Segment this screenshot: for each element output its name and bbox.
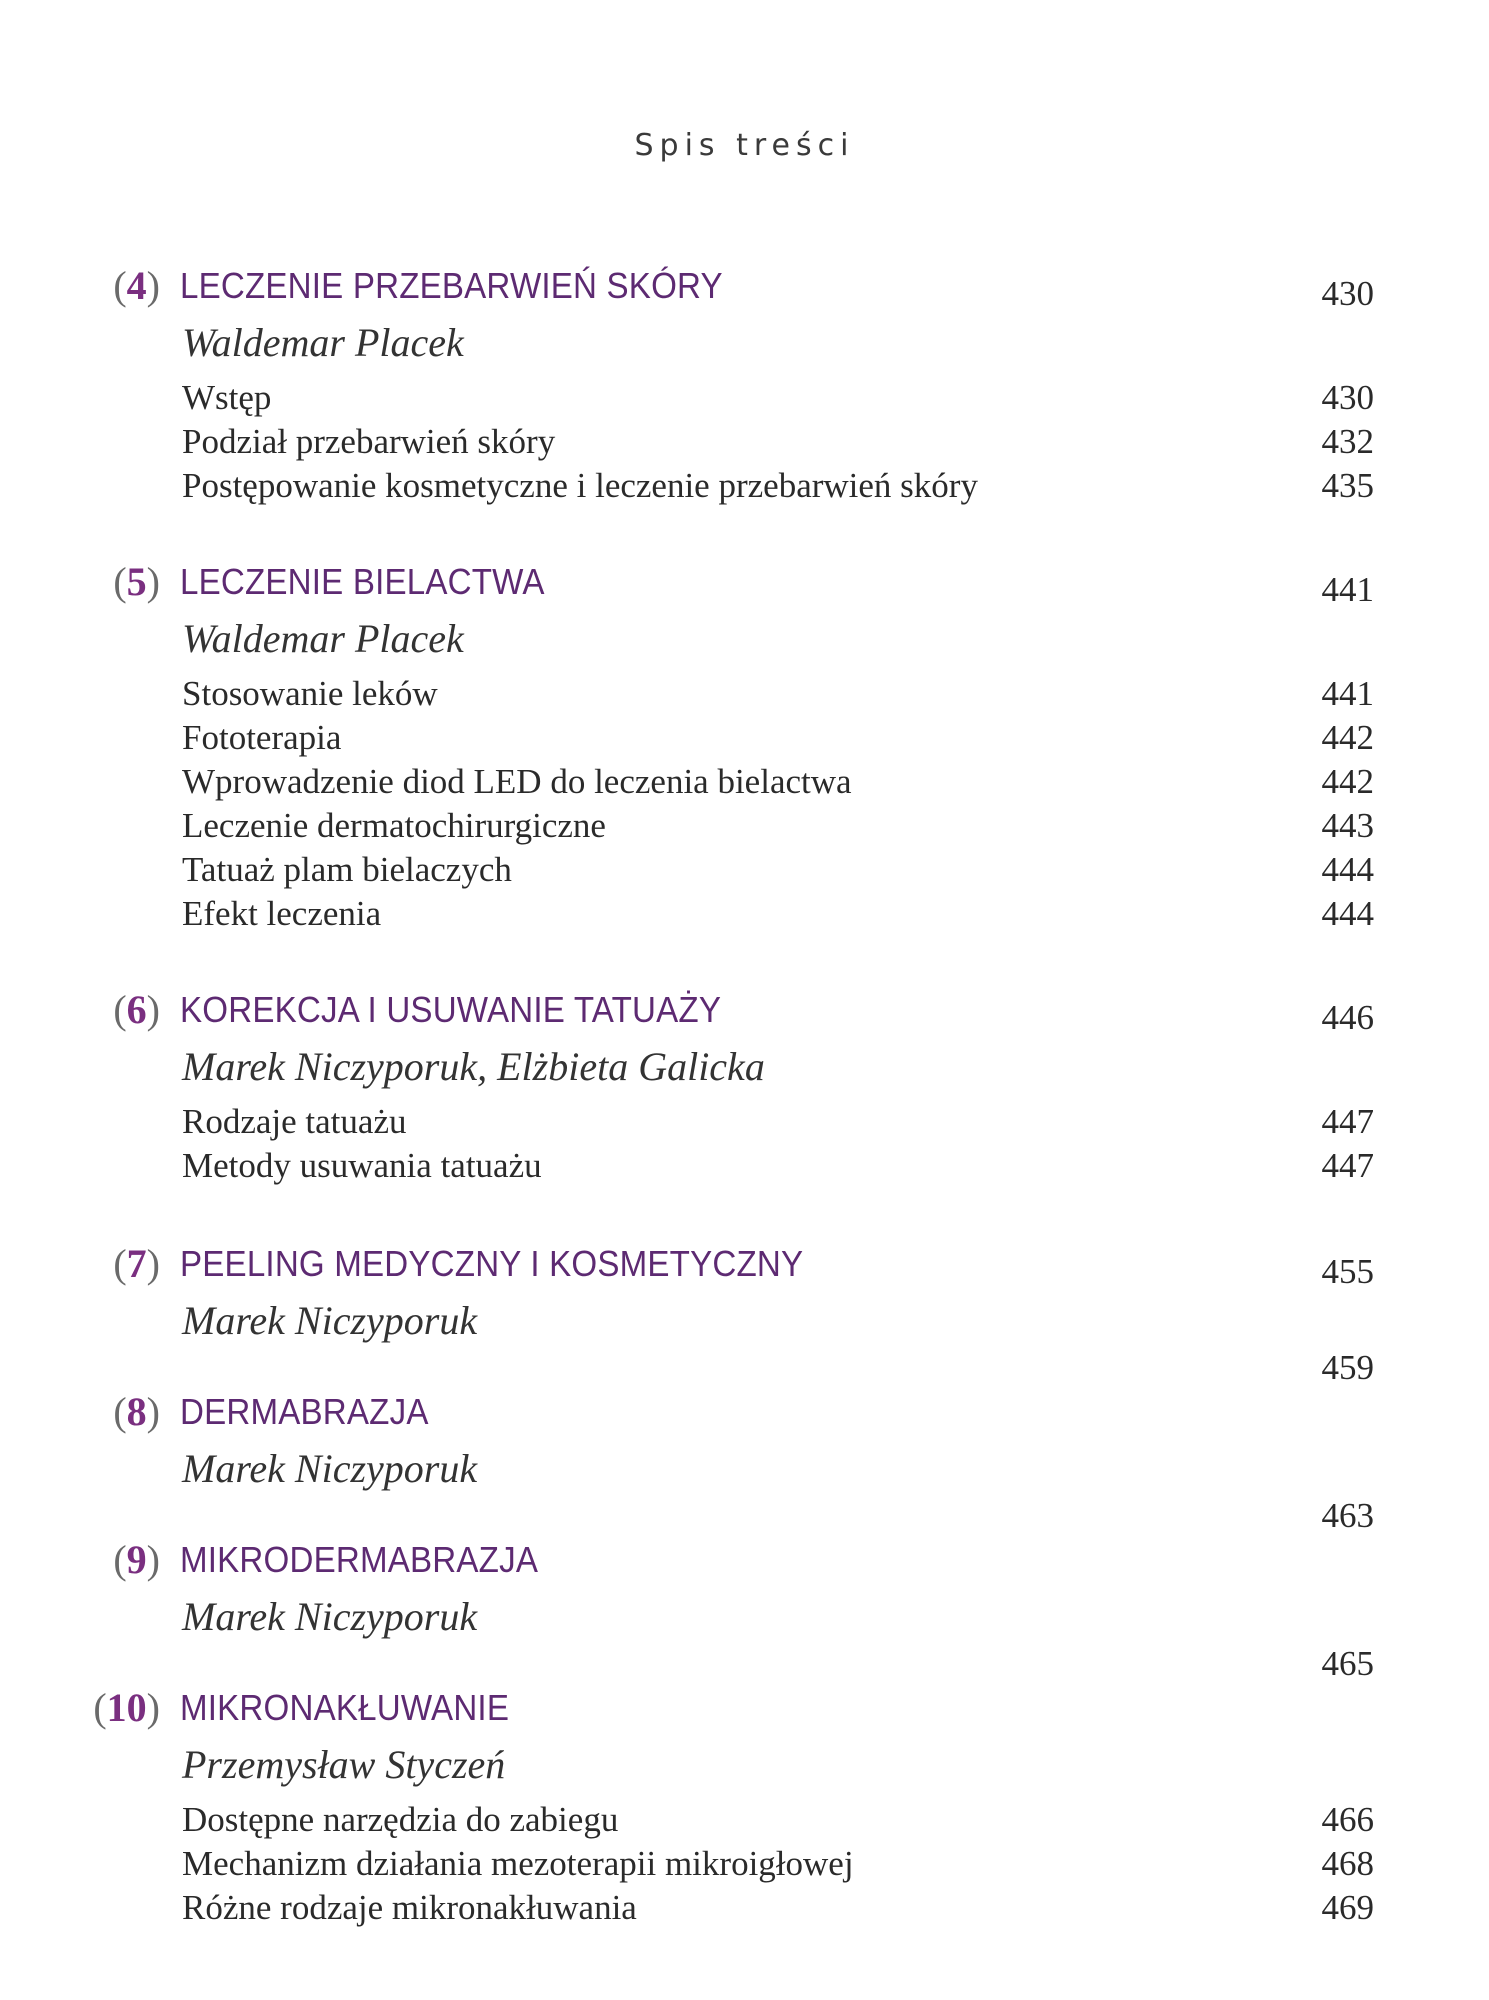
toc-entry[interactable]	[0, 1886, 1489, 1930]
chapter-author: Waldemar Placek	[182, 616, 464, 661]
chapter-number: (6)	[113, 987, 160, 1032]
chapter-page-number: 463	[1321, 1496, 1374, 1535]
chapter-heading[interactable]	[0, 982, 1489, 1038]
chapter-page-number: 441	[1321, 570, 1374, 609]
entry-page-number: 432	[1321, 422, 1374, 461]
chapter-author: Marek Niczyporuk	[182, 1298, 478, 1343]
chapter-title: MIKRODERMABRAZJA	[180, 1539, 539, 1580]
page-title: Spis treści	[634, 128, 855, 163]
entry-page-number: 466	[1321, 1800, 1374, 1839]
chapter-title: DERMABRAZJA	[180, 1391, 429, 1432]
entry-page-number: 444	[1321, 894, 1374, 933]
chapter-page-number: 446	[1321, 998, 1374, 1037]
entry-label: Stosowanie leków	[182, 674, 438, 713]
entry-label: Dostępne narzędzia do zabiegu	[182, 1800, 619, 1839]
chapter-number: (5)	[113, 559, 160, 604]
entry-page-number: 444	[1321, 850, 1374, 889]
entry-list	[0, 1100, 1489, 1188]
toc-entry[interactable]	[0, 1144, 1489, 1188]
chapter-author: Marek Niczyporuk, Elżbieta Galicka	[182, 1044, 765, 1089]
entry-page-number: 435	[1321, 466, 1374, 505]
chapter-8	[0, 1384, 1489, 1498]
chapter-author: Przemysław Styczeń	[182, 1742, 506, 1787]
entry-page-number: 447	[1321, 1146, 1374, 1185]
entry-list	[0, 672, 1489, 936]
toc-entry[interactable]	[0, 892, 1489, 936]
chapter-title: LECZENIE BIELACTWA	[180, 561, 545, 602]
entry-label: Leczenie dermatochirurgiczne	[182, 806, 606, 845]
chapter-title: PEELING MEDYCZNY I KOSMETYCZNY	[180, 1243, 804, 1284]
chapter-heading[interactable]	[0, 1680, 1489, 1736]
chapter-page-number: 459	[1321, 1348, 1374, 1387]
toc-entry[interactable]	[0, 672, 1489, 716]
entry-label: Tatuaż plam bielaczych	[182, 850, 512, 889]
chapter-heading[interactable]	[0, 1236, 1489, 1292]
chapter-heading[interactable]	[0, 258, 1489, 314]
chapter-author: Waldemar Placek	[182, 320, 464, 365]
chapter-page-number: 465	[1321, 1644, 1374, 1683]
toc-entry[interactable]	[0, 376, 1489, 420]
chapter-5	[0, 554, 1489, 936]
entry-page-number: 442	[1321, 762, 1374, 801]
chapter-heading[interactable]	[0, 1532, 1489, 1588]
entry-label: Wstęp	[182, 378, 272, 417]
toc-entry[interactable]	[0, 1842, 1489, 1886]
chapter-number: (7)	[113, 1241, 160, 1286]
chapter-page-number: 455	[1321, 1252, 1374, 1291]
chapter-number: (10)	[93, 1685, 160, 1730]
entry-page-number: 442	[1321, 718, 1374, 757]
entry-page-number: 443	[1321, 806, 1374, 845]
chapter-6	[0, 982, 1489, 1188]
chapter-heading[interactable]	[0, 554, 1489, 610]
entry-label: Postępowanie kosmetyczne i leczenie przebarwień skóry	[182, 466, 978, 505]
chapter-4	[0, 258, 1489, 508]
entry-list	[0, 376, 1489, 508]
entry-page-number: 441	[1321, 674, 1374, 713]
chapter-title: MIKRONAKŁUWANIE	[180, 1687, 510, 1728]
toc-entry[interactable]	[0, 1100, 1489, 1144]
chapter-7	[0, 1236, 1489, 1350]
chapter-number: (9)	[113, 1537, 160, 1582]
entry-label: Mechanizm działania mezoterapii mikroigłowej	[182, 1844, 854, 1883]
chapter-author: Marek Niczyporuk	[182, 1594, 478, 1639]
entry-page-number: 430	[1321, 378, 1374, 417]
entry-page-number: 468	[1321, 1844, 1374, 1883]
chapter-number: (4)	[113, 263, 160, 308]
chapter-number: (8)	[113, 1389, 160, 1434]
chapter-title: KOREKCJA I USUWANIE TATUAŻY	[180, 989, 722, 1030]
chapter-10	[0, 1680, 1489, 1930]
entry-label: Wprowadzenie diod LED do leczenia bielactwa	[182, 762, 852, 801]
toc-entry[interactable]	[0, 1798, 1489, 1842]
chapter-heading[interactable]	[0, 1384, 1489, 1440]
entry-label: Różne rodzaje mikronakłuwania	[182, 1888, 637, 1927]
entry-label: Metody usuwania tatuażu	[182, 1146, 542, 1185]
entry-list	[0, 1798, 1489, 1930]
toc-entry[interactable]	[0, 464, 1489, 508]
toc-entry[interactable]	[0, 804, 1489, 848]
toc-entry[interactable]	[0, 760, 1489, 804]
entry-label: Rodzaje tatuażu	[182, 1102, 407, 1141]
entry-page-number: 447	[1321, 1102, 1374, 1141]
chapter-author: Marek Niczyporuk	[182, 1446, 478, 1491]
entry-label: Podział przebarwień skóry	[182, 422, 556, 461]
toc-entry[interactable]	[0, 848, 1489, 892]
entry-label: Fototerapia	[182, 718, 342, 757]
toc-entry[interactable]	[0, 420, 1489, 464]
entry-label: Efekt leczenia	[182, 894, 382, 933]
chapter-page-number: 430	[1321, 274, 1374, 313]
chapter-9	[0, 1532, 1489, 1646]
toc-entry[interactable]	[0, 716, 1489, 760]
entry-page-number: 469	[1321, 1888, 1374, 1927]
chapter-title: LECZENIE PRZEBARWIEŃ SKÓRY	[180, 265, 723, 306]
